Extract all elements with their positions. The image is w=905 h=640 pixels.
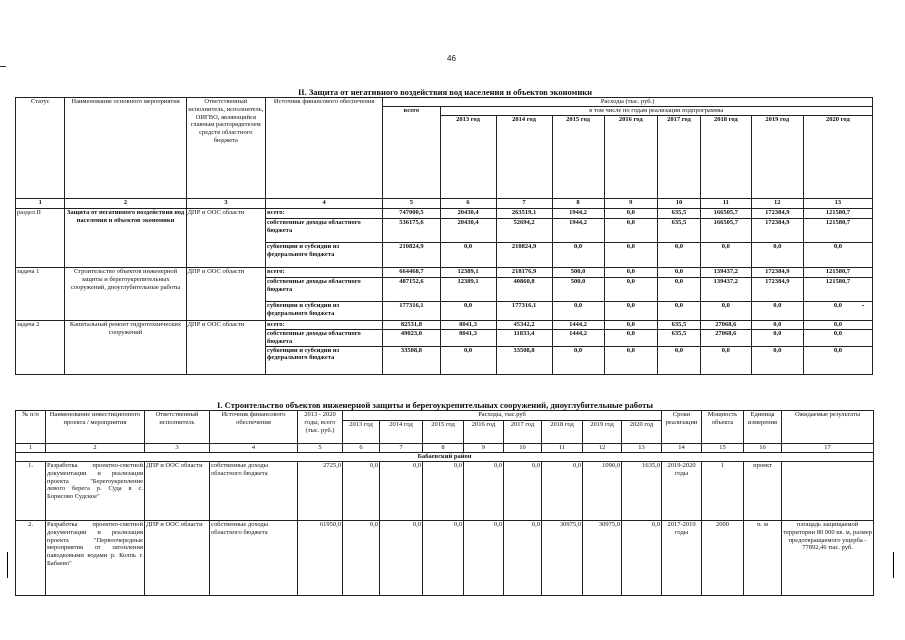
header-total: всего xyxy=(383,107,440,199)
value-cell: 0,0 xyxy=(504,462,542,521)
value-cell: 210824,9 xyxy=(496,243,552,268)
responsible-cell: ДПР и ООС области xyxy=(186,321,265,375)
header-year: 2019 год xyxy=(751,116,803,199)
value-cell: 30975,0 xyxy=(583,521,622,596)
value-cell: 30975,0 xyxy=(542,521,583,596)
value-cell: 0,0 xyxy=(440,346,496,374)
section-title-1: I. Строительство объектов инженерной защиты и берегоукрепительных сооружений, дноуглубительные работы xyxy=(217,400,654,410)
total-cell: 61950,0 xyxy=(298,521,343,596)
table-row xyxy=(16,268,873,278)
value-cell: 0,0 xyxy=(657,346,700,374)
table-row xyxy=(16,209,873,219)
value-cell: 0,0 xyxy=(604,278,657,302)
value-cell: 172384,9 xyxy=(751,209,803,219)
value-cell: 0,0 xyxy=(803,346,872,374)
value-cell: 487152,6 xyxy=(383,278,440,302)
value-cell: 121580,7 xyxy=(803,209,872,219)
header-year: 2013 год xyxy=(343,421,380,444)
value-cell: 0,0 xyxy=(751,346,803,374)
column-number: 8 xyxy=(423,444,464,453)
value-cell: 172384,9 xyxy=(751,278,803,302)
value-cell: 0,0 xyxy=(380,462,423,521)
value-cell: 210824,9 xyxy=(383,243,440,268)
value-cell: 747000,5 xyxy=(383,209,440,219)
column-number: 3 xyxy=(145,444,210,453)
header-year: 2014 год xyxy=(380,421,423,444)
responsible-cell: ДПР и ООС области xyxy=(145,462,210,521)
value-cell: 8041,3 xyxy=(440,321,496,330)
value-cell: 139437,2 xyxy=(700,278,751,302)
source-cell: собственные доходы областного бюджета xyxy=(266,330,383,347)
column-number-row xyxy=(16,199,873,209)
header-capacity: Мощность объекта xyxy=(702,411,744,444)
value-cell: 177316,1 xyxy=(383,302,440,321)
status-cell: раздел II xyxy=(16,209,65,268)
value-cell: 0,0 xyxy=(622,521,662,596)
header-status: Статус xyxy=(16,98,65,199)
value-cell: 33508,8 xyxy=(496,346,552,374)
value-cell: 12389,1 xyxy=(440,268,496,278)
value-cell: 172384,9 xyxy=(751,219,803,243)
source-cell: собственные доходы областного бюджета xyxy=(210,521,298,596)
status-cell: задача 2 xyxy=(16,321,65,375)
activity-name: Защита от негативного воздействия вод населения и объектов экономики xyxy=(65,209,186,268)
value-cell: 11833,4 xyxy=(496,330,552,347)
source-cell: всего: xyxy=(266,209,383,219)
value-cell: 121580,7 xyxy=(803,268,872,278)
header-year: 2018 год xyxy=(542,421,583,444)
header-expenses: Расходы (тыс. руб.) xyxy=(383,98,873,107)
source-cell: всего: xyxy=(266,268,383,278)
column-number: 10 xyxy=(504,444,542,453)
header-year: 2015 год xyxy=(552,116,604,199)
value-cell: 1444,2 xyxy=(552,330,604,347)
row-number: 1. xyxy=(16,462,46,521)
source-cell: собственные доходы областного бюджета xyxy=(210,462,298,521)
header-year: 2015 год xyxy=(423,421,464,444)
column-number-row xyxy=(16,444,874,453)
unit-cell: проект xyxy=(744,462,782,521)
value-cell: 0,0 xyxy=(751,321,803,330)
district-name: Бабаевский район xyxy=(16,453,874,462)
value-cell: 0,0 xyxy=(542,462,583,521)
value-cell: 0,0 xyxy=(343,462,380,521)
value-cell: 49023,0 xyxy=(383,330,440,347)
value-cell: 0,0 xyxy=(604,268,657,278)
value-cell: 0,0 xyxy=(440,302,496,321)
source-cell: всего: xyxy=(266,321,383,330)
column-number: 10 xyxy=(657,199,700,209)
value-cell: 0,0 xyxy=(657,278,700,302)
column-number: 1 xyxy=(16,444,46,453)
header-by-years: в том числе по годам реализации подпрограммы xyxy=(440,107,872,116)
responsible-cell: ДПР и ООС области xyxy=(145,521,210,596)
value-cell: 0,0 xyxy=(604,219,657,243)
column-number: 5 xyxy=(383,199,440,209)
header-source: Источник финансового обеспечения xyxy=(266,98,383,199)
total-cell: 2725,0 xyxy=(298,462,343,521)
activity-name: Строительство объектов инженерной защиты и берегоукрепительных сооружений, дноуглубительные работы xyxy=(65,268,186,321)
column-number: 9 xyxy=(464,444,504,453)
value-cell: 0,0 xyxy=(803,321,872,330)
value-cell: 0,0 xyxy=(552,243,604,268)
column-number: 11 xyxy=(700,199,751,209)
value-cell: 82531,8 xyxy=(383,321,440,330)
value-cell: 20430,4 xyxy=(440,209,496,219)
value-cell: 0,0 xyxy=(380,521,423,596)
column-number: 15 xyxy=(702,444,744,453)
column-number: 4 xyxy=(266,199,383,209)
value-cell: 635,5 xyxy=(657,321,700,330)
header-year: 2020 год xyxy=(622,421,662,444)
value-cell: 0,0 xyxy=(552,346,604,374)
header-year: 2020 год xyxy=(803,116,872,199)
source-cell: субвенции и субсидии из федерального бюджета xyxy=(266,302,383,321)
section-title-2: II. Защита от негативного воздействия вод населения и объектов экономики xyxy=(297,87,593,97)
value-cell: 500,0 xyxy=(552,268,604,278)
column-number: 14 xyxy=(662,444,702,453)
responsible-cell: ДПР и ООС области xyxy=(186,268,265,321)
value-cell: 218176,9 xyxy=(496,268,552,278)
header-year: 2014 год xyxy=(496,116,552,199)
column-number: 12 xyxy=(583,444,622,453)
value-cell: 0,0 xyxy=(423,462,464,521)
value-cell: 0,0 xyxy=(604,330,657,347)
capacity-cell: 1 xyxy=(702,462,744,521)
value-cell: 635,5 xyxy=(657,330,700,347)
left-edge-line xyxy=(0,66,6,67)
value-cell: 121580,7 xyxy=(803,219,872,243)
value-cell: 263519,1 xyxy=(496,209,552,219)
row-number: 2. xyxy=(16,521,46,596)
value-cell: 0,0 xyxy=(423,521,464,596)
term-cell: 2019-2020 годы xyxy=(662,462,702,521)
value-cell: 0,0 xyxy=(751,330,803,347)
value-cell: 0,0 xyxy=(751,302,803,321)
header-year: 2016 год xyxy=(464,421,504,444)
source-cell: собственные доходы областного бюджета xyxy=(266,278,383,302)
header-year: 2017 год xyxy=(657,116,700,199)
column-number: 13 xyxy=(622,444,662,453)
capacity-cell: 2000 xyxy=(702,521,744,596)
value-cell: 0,0 xyxy=(700,302,751,321)
value-cell: 12389,1 xyxy=(440,278,496,302)
header-expenses: Расходы, тыс.руб xyxy=(343,411,662,421)
value-cell: 0,0 xyxy=(504,521,542,596)
header-responsible: Ответственный исполнитель, исполнитель, ОИГВО, являющийся главным распорядителем средств областного бюджета xyxy=(186,98,265,199)
column-number: 2 xyxy=(65,199,186,209)
header-name: Наименование инвестиционного проекта / мероприятия xyxy=(46,411,145,444)
value-cell: 536175,6 xyxy=(383,219,440,243)
value-cell: 0,0 xyxy=(604,209,657,219)
value-cell: 664468,7 xyxy=(383,268,440,278)
value-cell: 0,0 xyxy=(657,268,700,278)
column-number: 11 xyxy=(542,444,583,453)
value-cell: 0,0 xyxy=(440,243,496,268)
column-number: 4 xyxy=(210,444,298,453)
value-cell: 0,0 xyxy=(343,521,380,596)
term-cell: 2017-2019 годы xyxy=(662,521,702,596)
column-number: 17 xyxy=(782,444,874,453)
value-cell: 0,0 xyxy=(657,302,700,321)
value-cell: 33508,8 xyxy=(383,346,440,374)
header-result: Ожидаемые результаты xyxy=(782,411,874,444)
header-responsible: Ответственный исполнитель xyxy=(145,411,210,444)
table-row xyxy=(16,462,874,521)
header-year: 2016 год xyxy=(604,116,657,199)
value-cell: 0,0 xyxy=(700,346,751,374)
header-num: № п/п xyxy=(16,411,46,444)
table-row xyxy=(16,321,873,330)
value-cell: 8041,3 xyxy=(440,330,496,347)
value-cell: 1444,2 xyxy=(552,321,604,330)
value-cell: 0,0 xyxy=(657,243,700,268)
value-cell: 0,0 xyxy=(604,302,657,321)
value-cell: 20430,4 xyxy=(440,219,496,243)
source-cell: собственные доходы областного бюджета xyxy=(266,219,383,243)
column-number: 8 xyxy=(552,199,604,209)
value-cell: 635,5 xyxy=(657,219,700,243)
column-number: 6 xyxy=(343,444,380,453)
value-cell: 121580,7 xyxy=(803,278,872,302)
value-cell: 1944,2 xyxy=(552,219,604,243)
header-year: 2019 год xyxy=(583,421,622,444)
value-cell: 0,0 xyxy=(552,302,604,321)
activity-name: Капитальный ремонт гидротехнических сооружений xyxy=(65,321,186,375)
column-number: 7 xyxy=(496,199,552,209)
value-cell: 0,0 xyxy=(700,243,751,268)
value-cell: 0,0 xyxy=(803,330,872,347)
responsible-cell: ДПР и ООС области xyxy=(186,209,265,268)
scan-mark xyxy=(7,552,8,578)
source-cell: субвенции и субсидии из федерального бюджета xyxy=(266,346,383,374)
unit-cell: п. м xyxy=(744,521,782,596)
value-cell: 0,0 xyxy=(803,243,872,268)
value-cell: 45342,2 xyxy=(496,321,552,330)
column-number: 13 xyxy=(803,199,872,209)
column-number: 1 xyxy=(16,199,65,209)
value-cell: 40860,8 xyxy=(496,278,552,302)
column-number: 6 xyxy=(440,199,496,209)
scan-mark xyxy=(893,552,894,578)
project-name: Разработка проектно-сметной документации и реализация проекта "Первоочередные мероприятия от затопления паводковыми водами р. Колпь г. Бабаево" xyxy=(46,521,145,596)
header-term: Сроки реализации xyxy=(662,411,702,444)
header-year: 2013 год xyxy=(440,116,496,199)
header-total: 2013 - 2020 годы, всего (тыс. руб.) xyxy=(298,411,343,444)
value-cell: 0,0 xyxy=(464,521,504,596)
value-cell: 1635,0 xyxy=(622,462,662,521)
value-cell: 139437,2 xyxy=(700,268,751,278)
value-cell: 166505,7 xyxy=(700,219,751,243)
value-cell: 177316,1 xyxy=(496,302,552,321)
value-cell: 27068,6 xyxy=(700,321,751,330)
value-cell: 0,0 xyxy=(604,243,657,268)
page-number: 46 xyxy=(447,54,456,63)
column-number: 16 xyxy=(744,444,782,453)
column-number: 7 xyxy=(380,444,423,453)
value-cell: 0,0 xyxy=(464,462,504,521)
status-cell: задача 1 xyxy=(16,268,65,321)
value-cell: 500,0 xyxy=(552,278,604,302)
value-cell: 0,0 xyxy=(604,346,657,374)
column-number: 3 xyxy=(186,199,265,209)
value-cell: 0,0 xyxy=(751,243,803,268)
project-name: Разработка проектно-сметной документации и реализация проекта "Берегоукрепление левого берега р. Суда в с. Борисово Судское" xyxy=(46,462,145,521)
result-cell xyxy=(782,462,874,521)
value-cell: 27068,6 xyxy=(700,330,751,347)
header-unit: Единица измерения xyxy=(744,411,782,444)
column-number: 9 xyxy=(604,199,657,209)
value-cell: 635,5 xyxy=(657,209,700,219)
header-source: Источник финансового обеспечения xyxy=(210,411,298,444)
result-cell: площадь защищаемой территории 80 000 кв. м, размер предотвращаемого ущерба - 77892,46 тыс. руб. xyxy=(782,521,874,596)
header-name: Наименование основного мероприятия xyxy=(65,98,186,199)
column-number: 2 xyxy=(46,444,145,453)
value-cell: 172384,9 xyxy=(751,268,803,278)
value-cell: 0,0 xyxy=(604,321,657,330)
header-year: 2017 год xyxy=(504,421,542,444)
value-cell: 0,0 xyxy=(803,302,872,321)
value-cell: 166505,7 xyxy=(700,209,751,219)
value-cell: 1944,2 xyxy=(552,209,604,219)
district-row xyxy=(16,453,874,462)
column-number: 5 xyxy=(298,444,343,453)
table-row xyxy=(16,521,874,596)
column-number: 12 xyxy=(751,199,803,209)
header-year: 2018 год xyxy=(700,116,751,199)
value-cell: 52694,2 xyxy=(496,219,552,243)
value-cell: 1090,0 xyxy=(583,462,622,521)
source-cell: субвенции и субсидии из федерального бюджета xyxy=(266,243,383,268)
